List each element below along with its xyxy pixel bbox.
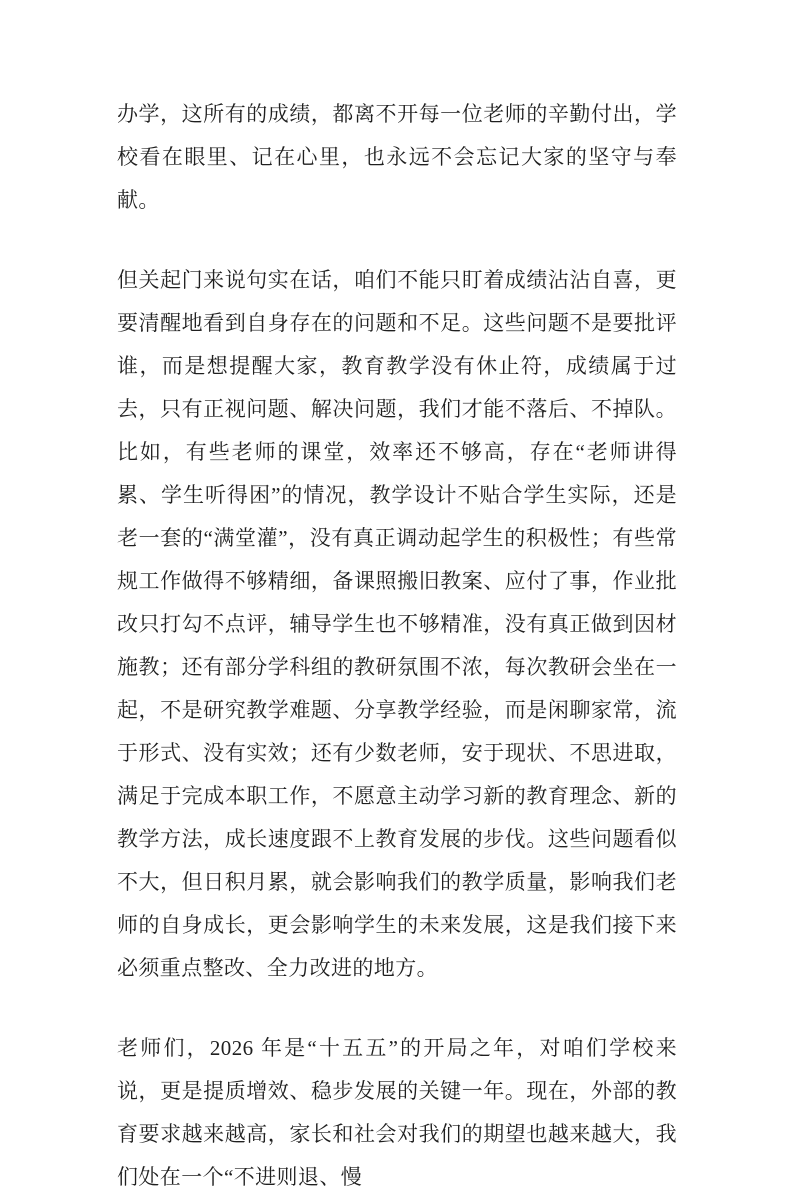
paragraph-2: 但关起门来说句实在话，咱们不能只盯着成绩沾沾自喜，更要清醒地看到自身存在的问题和不足。这些问题不是要批评谁，而是想提醒大家，教育教学没有休止符，成绩属于过去，只有正视问题、解决问题，我们才能不落后、不掉队。比如，有些老师的课堂，效率还不够高，存在“老师讲得累、学生听得困”的情况，教学设计不贴合学生实际，还是老一套的“满堂灌”，没有真正调动起学生的积极性；有些常规工作做得不够精细，备课照搬旧教案、应付了事，作业批改只打勾不点评，辅导学生也不够精准，没有真正做到因材施教；还有部分学科组的教研氛围不浓，每次教研会坐在一起，不是研究教学难题、分享教学经验，而是闲聊家常，流于形式、没有实效；还有少数老师，安于现状、不思进取，满足于完成本职工作，不愿意主动学习新的教育理念、新的教学方法，成长速度跟不上教育发展的步伐。这些问题看似不大，但日积月累，就会影响我们的教学质量，影响我们老师的自身成长，更会影响学生的未来发展，这是我们接下来必须重点整改、全力改进的地方。 [117,268,677,980]
paragraph-3: 老师们，2026 年是“十五五”的开局之年，对咱们学校来说，更是提质增效、稳步发展的关键一年。现在，外部的教育要求越来越高，家长和社会对我们的期望也越来越大，我们处在一个“不进则退、慢 [117,1036,677,1189]
paragraph-1: 办学，这所有的成绩，都离不开每一位老师的辛勤付出，学校看在眼里、记在心里，也永远不会忘记大家的坚守与奉献。 [117,102,677,212]
